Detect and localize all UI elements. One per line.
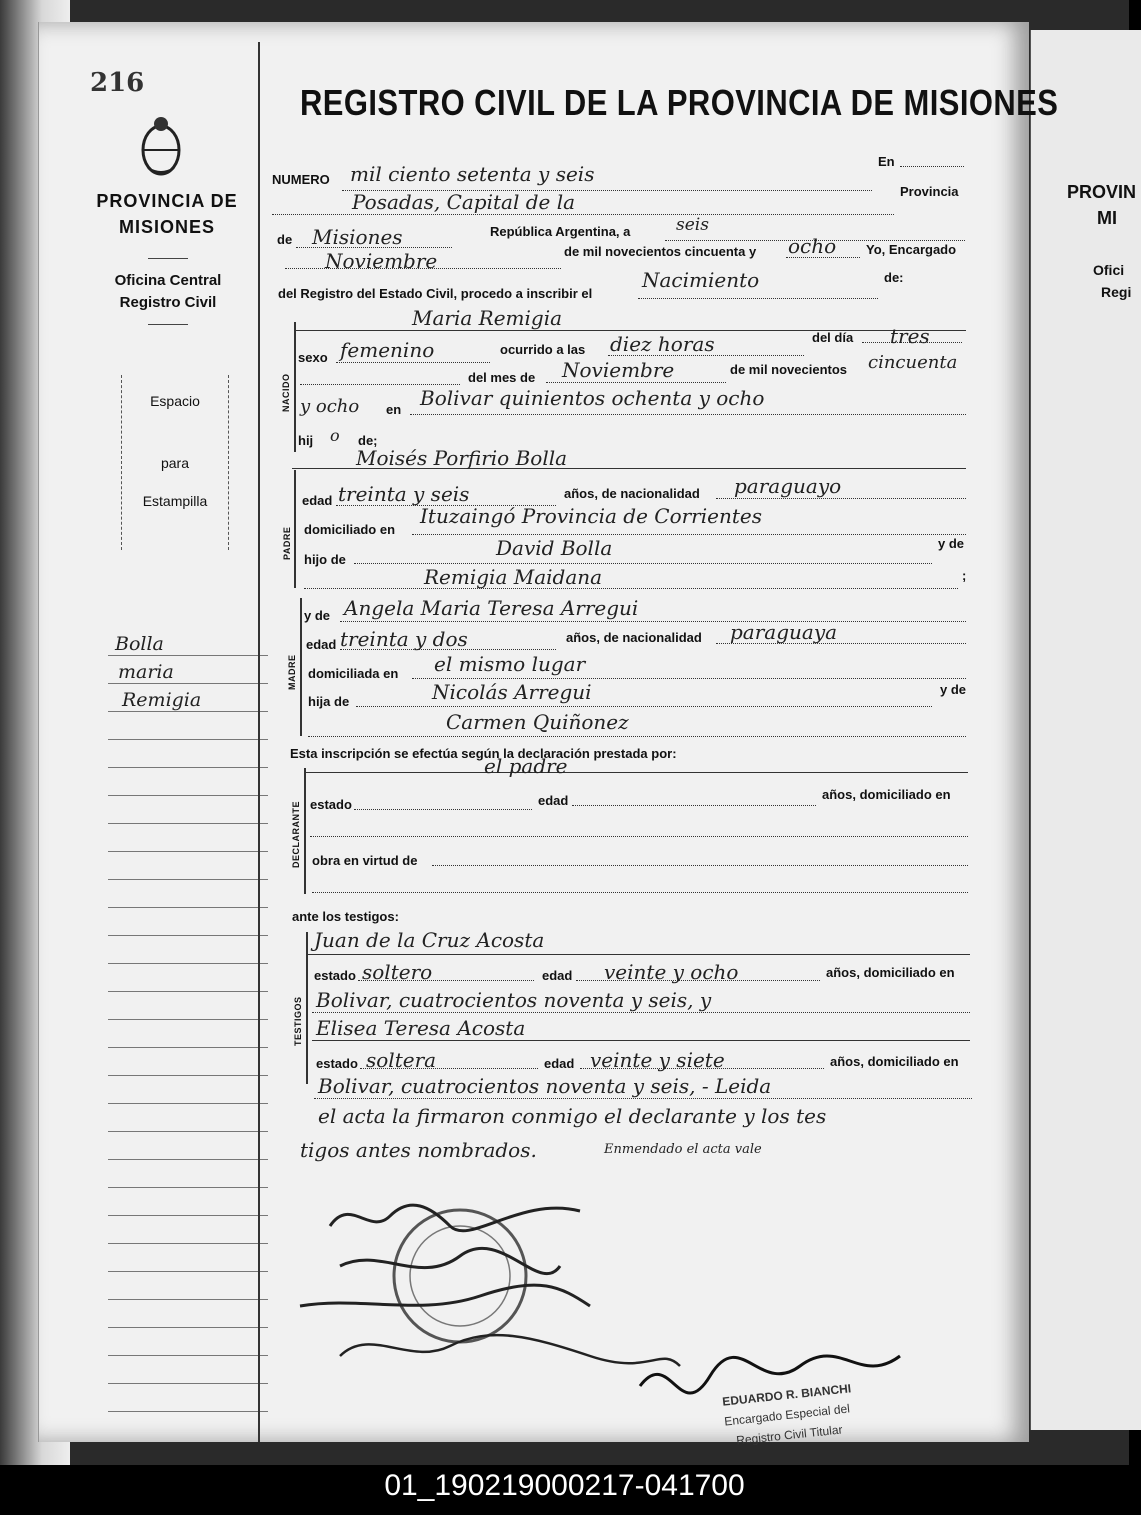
label: del día <box>812 330 854 345</box>
label: domiciliada en <box>308 666 399 681</box>
hijo-suffix: o <box>330 426 340 445</box>
label: edad <box>306 637 337 652</box>
section-label-nacido: NACIDO <box>281 373 291 412</box>
province-name: PROVINCIA DE MISIONES <box>96 191 238 237</box>
section-label-testigos: TESTIGOS <box>293 996 303 1046</box>
madre-de-madre: Carmen Quiñonez <box>446 710 629 734</box>
folio-number: 216 <box>90 68 145 98</box>
label: edad <box>538 793 569 808</box>
testigo2-nombre: Elisea Teresa Acosta <box>316 1016 526 1040</box>
label: en <box>386 402 402 417</box>
fill-line <box>638 298 878 299</box>
fill-line <box>272 214 894 215</box>
numero-value: mil ciento setenta y seis <box>350 162 595 186</box>
mes-nacido: Noviembre <box>562 358 675 382</box>
label: de <box>277 232 293 247</box>
label: años, domiciliado en <box>826 965 955 980</box>
label: del Registro del Estado Civil, procedo a inscribir el <box>278 286 593 301</box>
label: estado <box>316 1056 358 1071</box>
testigo2-edad: veinte y siete <box>590 1048 725 1072</box>
fill-line <box>314 1098 972 1099</box>
signature-stamp-role: Registro Civil Titular <box>735 1422 844 1448</box>
testigo1-estado: soltero <box>362 960 433 984</box>
provincia-value: Misiones <box>312 225 403 249</box>
fill-line <box>546 382 726 383</box>
adjacent-page <box>1030 30 1141 1430</box>
divider <box>148 324 188 325</box>
testigo2-estado: soltera <box>366 1048 437 1072</box>
fill-line <box>312 1040 970 1041</box>
label: Yo, Encargado <box>866 242 957 257</box>
lugar-value: Posadas, Capital de la <box>352 190 576 214</box>
label: estado <box>314 968 356 983</box>
label: Provincia <box>900 184 959 199</box>
padre-de-padre: David Bolla <box>496 536 613 560</box>
label: hijo de <box>304 552 346 567</box>
label: República Argentina, a <box>490 224 631 239</box>
label: ocurrido a las <box>500 342 586 357</box>
amendment-note: Enmendado el acta vale <box>604 1142 762 1157</box>
fill-line <box>354 809 532 810</box>
mes-value: Noviembre <box>325 249 438 273</box>
column-divider <box>258 42 260 1442</box>
adjacent-page-text: PROVIN <box>1067 182 1137 202</box>
fill-line <box>336 362 490 363</box>
label: y de <box>940 682 967 697</box>
fill-line <box>312 1012 970 1013</box>
label: de: <box>884 270 904 285</box>
label: estado <box>310 797 352 812</box>
fill-line <box>356 706 932 707</box>
label: años, domiciliado en <box>830 1054 959 1069</box>
anio-nacido-2: y ocho <box>300 396 360 417</box>
adjacent-page-text: MI <box>1097 208 1117 228</box>
coat-of-arms-icon <box>138 112 184 178</box>
section-bracket <box>294 322 296 452</box>
label: domiciliado en <box>304 522 396 537</box>
fill-line <box>304 588 958 589</box>
dia-value: seis <box>676 215 709 235</box>
label: edad <box>544 1056 575 1071</box>
label: años, domiciliado en <box>822 787 951 802</box>
stamp-space: Espacio para Estampilla <box>121 375 229 550</box>
padre-de-madre: Nicolás Arregui <box>432 680 592 704</box>
margin-note-line: Remigia <box>122 689 202 711</box>
section-label-madre: MADRE <box>287 654 297 690</box>
edad-padre: treinta y seis <box>338 482 470 506</box>
label: edad <box>542 968 573 983</box>
lugar-nacido: Bolivar quinientos ochenta y ocho <box>420 386 765 410</box>
label: edad <box>302 493 333 508</box>
label: ; <box>962 568 967 583</box>
dia-nacido: tres <box>890 324 930 348</box>
nombre-nacido: Maria Remigia <box>412 306 563 330</box>
domicilio-madre: el mismo lugar <box>434 652 586 676</box>
anio-value: ocho <box>788 234 837 258</box>
adjacent-page-text: Regi <box>1101 284 1132 300</box>
label: hij <box>298 433 314 448</box>
label: años, de nacionalidad <box>564 486 700 501</box>
hora-value: diez horas <box>610 332 715 356</box>
signature-stamp-name: EDUARDO R. BIANCHI <box>721 1381 852 1409</box>
fill-line <box>306 772 968 773</box>
domicilio-padre: Ituzaingó Provincia de Corrientes <box>420 504 762 528</box>
fill-line <box>900 166 964 167</box>
label: obra en virtud de <box>312 853 418 868</box>
label: de mil novecientos <box>730 362 848 377</box>
fill-line <box>340 621 966 622</box>
fill-line <box>312 892 968 893</box>
testigo1-edad: veinte y ocho <box>604 960 739 984</box>
nacionalidad-padre: paraguayo <box>734 474 842 498</box>
section-bracket <box>300 598 302 736</box>
divider <box>148 258 188 259</box>
fill-line <box>432 865 968 866</box>
adjacent-page-text: Ofici <box>1093 262 1125 278</box>
fill-line <box>308 954 970 955</box>
fill-line <box>308 736 966 737</box>
fill-line <box>294 330 966 331</box>
edad-madre: treinta y dos <box>340 627 468 651</box>
closing-text-line2: tigos antes nombrados. <box>300 1138 537 1162</box>
declarante-nombre: el padre <box>484 754 568 778</box>
label: En <box>878 154 895 169</box>
label: de; <box>358 433 378 448</box>
witnesses-label: ante los testigos: <box>292 909 399 924</box>
page-title: REGISTRO CIVIL DE LA PROVINCIA DE MISIONES <box>300 82 1059 123</box>
label: años, de nacionalidad <box>566 630 702 645</box>
fill-line <box>412 534 966 535</box>
acto-value: Nacimiento <box>642 268 760 292</box>
declaration-label: Esta inscripción se efectúa según la declaración prestada por: <box>290 746 677 761</box>
section-label-padre: PADRE <box>282 526 292 560</box>
label: de mil novecientos cincuenta y <box>564 244 757 259</box>
footer-id: 01_190219000217-041700 <box>0 1465 1129 1515</box>
fill-line <box>354 563 932 564</box>
signature-stamp-role: Encargado Especial del <box>723 1401 851 1429</box>
margin-note-line: Bolla <box>115 633 164 655</box>
fill-line <box>412 678 966 679</box>
nacionalidad-madre: paraguaya <box>730 620 838 644</box>
fill-line <box>310 836 968 837</box>
label: y de <box>304 608 331 623</box>
closing-text-line1: el acta la firmaron conmigo el declarante y los tes <box>318 1104 827 1128</box>
nombre-padre: Moisés Porfirio Bolla <box>356 446 568 470</box>
fill-line <box>572 805 816 806</box>
sexo-value: femenino <box>340 338 435 362</box>
testigo2-domicilio: Bolivar, cuatrocientos noventa y seis, - Leida <box>318 1074 772 1098</box>
label: hija de <box>308 694 350 709</box>
section-bracket <box>304 768 306 894</box>
label: sexo <box>298 350 328 365</box>
madre-de-padre: Remigia Maidana <box>424 565 603 589</box>
testigo1-nombre: Juan de la Cruz Acosta <box>314 928 545 952</box>
section-bracket <box>294 470 296 588</box>
office-name: Oficina Central Registro Civil <box>114 272 222 311</box>
margin-note-line: maria <box>118 661 174 683</box>
fill-line <box>716 498 966 499</box>
fill-line <box>300 384 460 385</box>
fill-line <box>410 414 966 415</box>
section-label-declarante: DECLARANTE <box>291 801 301 868</box>
label: y de <box>938 536 965 551</box>
anio-nacido-1: cincuenta <box>868 352 958 373</box>
label: NUMERO <box>272 172 330 187</box>
label: del mes de <box>468 370 536 385</box>
testigo1-domicilio: Bolivar, cuatrocientos noventa y seis, y <box>316 988 712 1012</box>
nombre-madre: Angela Maria Teresa Arregui <box>344 596 639 620</box>
